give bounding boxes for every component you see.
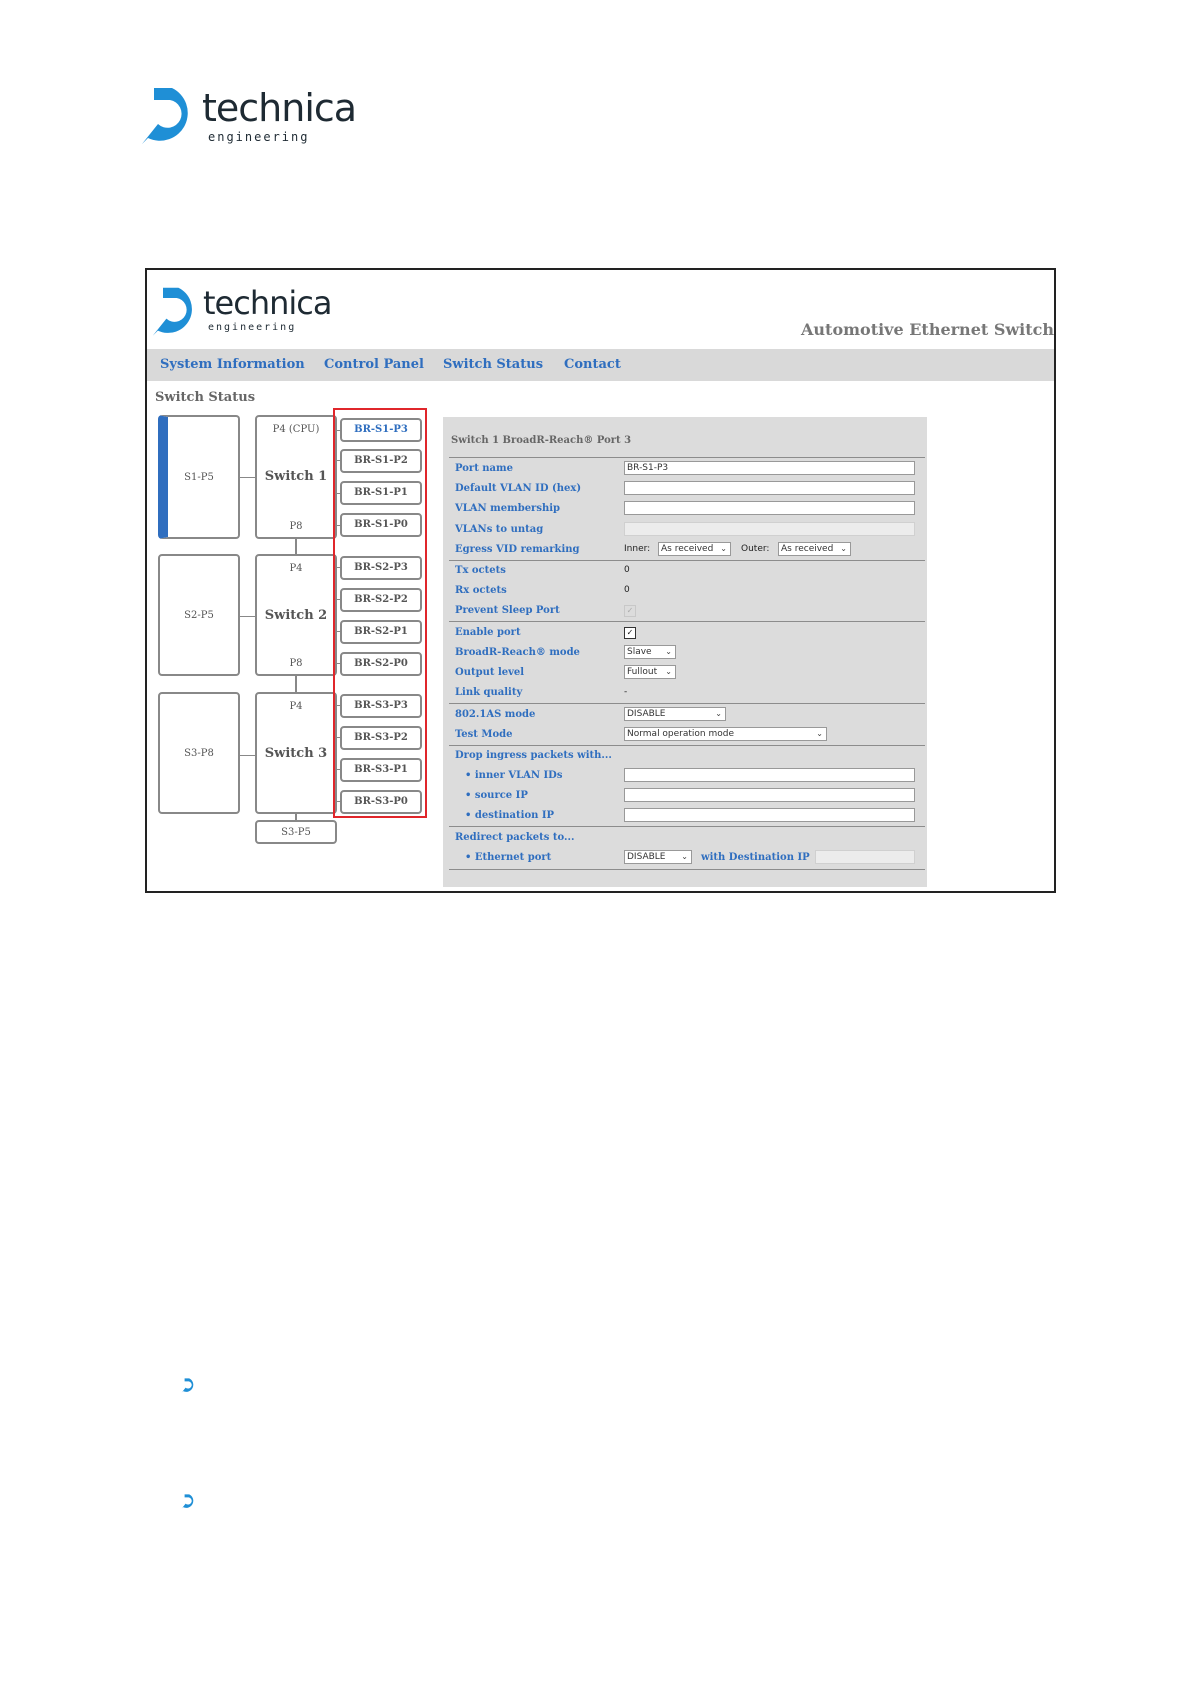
destination-ip-label: • destination IP [465,810,555,821]
port-br-s2-p2[interactable]: BR-S2-P2 [340,588,422,612]
switch-2[interactable]: P4 Switch 2 P8 [255,554,337,676]
nav-switch-status[interactable]: Switch Status [443,357,544,372]
brand-name: technica [202,86,357,130]
test-mode-label: Test Mode [455,729,513,740]
tx-octets-label: Tx octets [455,565,506,576]
br-mode-select[interactable]: Slave ⌄ [624,645,676,659]
port-br-s1-p2[interactable]: BR-S1-P2 [340,449,422,473]
port-br-s3-p1[interactable]: BR-S3-P1 [340,758,422,782]
default-vlan-input[interactable] [624,481,915,495]
port-br-s1-p3[interactable]: BR-S1-P3 [340,418,422,442]
outer-label: Outer: [741,544,770,554]
ui-logo [151,282,332,342]
ethernet-port-label: • Ethernet port [465,852,552,863]
ethernet-port-select[interactable]: DISABLE ⌄ [624,850,692,864]
chevron-down-icon: ⌄ [665,647,672,656]
enable-port-label: Enable port [455,627,521,638]
nav-system-information[interactable]: System Information [160,357,305,372]
port-br-s1-p1[interactable]: BR-S1-P1 [340,481,422,505]
with-destination-ip-label: with Destination IP [701,852,810,863]
enable-port-checkbox[interactable]: ✓ [624,627,636,639]
page-logo [140,82,357,152]
main-nav [147,349,1054,381]
nav-control-panel[interactable]: Control Panel [324,357,424,372]
app-header-title: Automotive Ethernet Switch [801,320,1054,339]
inner-vlan-ids-input[interactable] [624,768,915,782]
prevent-sleep-checkbox: ✓ [624,605,636,617]
brand-tagline: engineering [208,130,310,144]
uplink-s1-p5[interactable]: S1-P5 [158,415,240,539]
drop-packets-label: Drop ingress packets with... [455,750,612,761]
inner-select[interactable]: As received ⌄ [658,542,731,556]
port-br-s1-p0[interactable]: BR-S1-P0 [340,513,422,537]
source-ip-input[interactable] [624,788,915,802]
technica-bullet-icon [181,1376,199,1394]
technica-logo-icon [151,282,211,338]
switch-1[interactable]: P4 (CPU) Switch 1 P8 [255,415,337,539]
vlan-membership-label: VLAN membership [455,503,561,514]
vlans-untag-label: VLANs to untag [455,524,544,535]
port-br-s3-p0[interactable]: BR-S3-P0 [340,790,422,814]
source-ip-label: • source IP [465,790,528,801]
ias-mode-select[interactable]: DISABLE ⌄ [624,707,726,721]
ui-brand-name: technica [203,284,332,322]
vlans-untag-input [624,522,915,536]
output-level-label: Output level [455,667,525,678]
rx-octets-value: 0 [624,585,630,595]
chevron-down-icon: ⌄ [681,852,688,861]
ui-brand-tagline: engineering [208,322,297,333]
chevron-down-icon: ⌄ [715,709,722,718]
section-title: Switch Status [155,390,256,405]
output-level-select[interactable]: Fullout ⌄ [624,665,676,679]
technica-logo-icon [140,82,210,146]
default-vlan-label: Default VLAN ID (hex) [455,483,582,494]
egress-vid-label: Egress VID remarking [455,544,580,555]
port-name-label: Port name [455,463,513,474]
port-br-s2-p1[interactable]: BR-S2-P1 [340,620,422,644]
link-quality-label: Link quality [455,687,523,698]
port-settings-panel [443,417,927,887]
nav-contact[interactable]: Contact [564,357,621,372]
port-br-s3-p3[interactable]: BR-S3-P3 [340,694,422,718]
outer-select[interactable]: As received ⌄ [778,542,851,556]
prevent-sleep-label: Prevent Sleep Port [455,605,560,616]
port-name-input[interactable]: BR-S1-P3 [624,461,915,475]
redirect-destination-ip-input [815,850,915,864]
test-mode-select[interactable]: Normal operation mode ⌄ [624,727,827,741]
tx-octets-value: 0 [624,565,630,575]
port-br-s2-p3[interactable]: BR-S2-P3 [340,556,422,580]
chevron-down-icon: ⌄ [665,667,672,676]
web-ui-screenshot [145,268,1056,893]
port-br-s3-p2[interactable]: BR-S3-P2 [340,726,422,750]
uplink-s2-p5[interactable]: S2-P5 [158,554,240,676]
topology-diagram [147,415,437,885]
technica-bullet-icon [181,1492,199,1510]
redirect-packets-label: Redirect packets to... [455,832,575,843]
rx-octets-label: Rx octets [455,585,507,596]
chevron-down-icon: ⌄ [720,544,727,553]
inner-label: Inner: [624,544,651,554]
ias-mode-label: 802.1AS mode [455,709,536,720]
chevron-down-icon: ⌄ [840,544,847,553]
vlan-membership-input[interactable] [624,501,915,515]
br-mode-label: BroadR-Reach® mode [455,647,580,658]
switch-3[interactable]: P4 Switch 3 [255,692,337,814]
panel-title: Switch 1 BroadR-Reach® Port 3 [451,435,632,446]
inner-vlan-ids-label: • inner VLAN IDs [465,770,563,781]
port-br-s2-p0[interactable]: BR-S2-P0 [340,652,422,676]
destination-ip-input[interactable] [624,808,915,822]
port-s3-p5[interactable]: S3-P5 [255,820,337,844]
link-quality-value: - [624,687,628,697]
uplink-s3-p8[interactable]: S3-P8 [158,692,240,814]
chevron-down-icon: ⌄ [816,729,823,738]
